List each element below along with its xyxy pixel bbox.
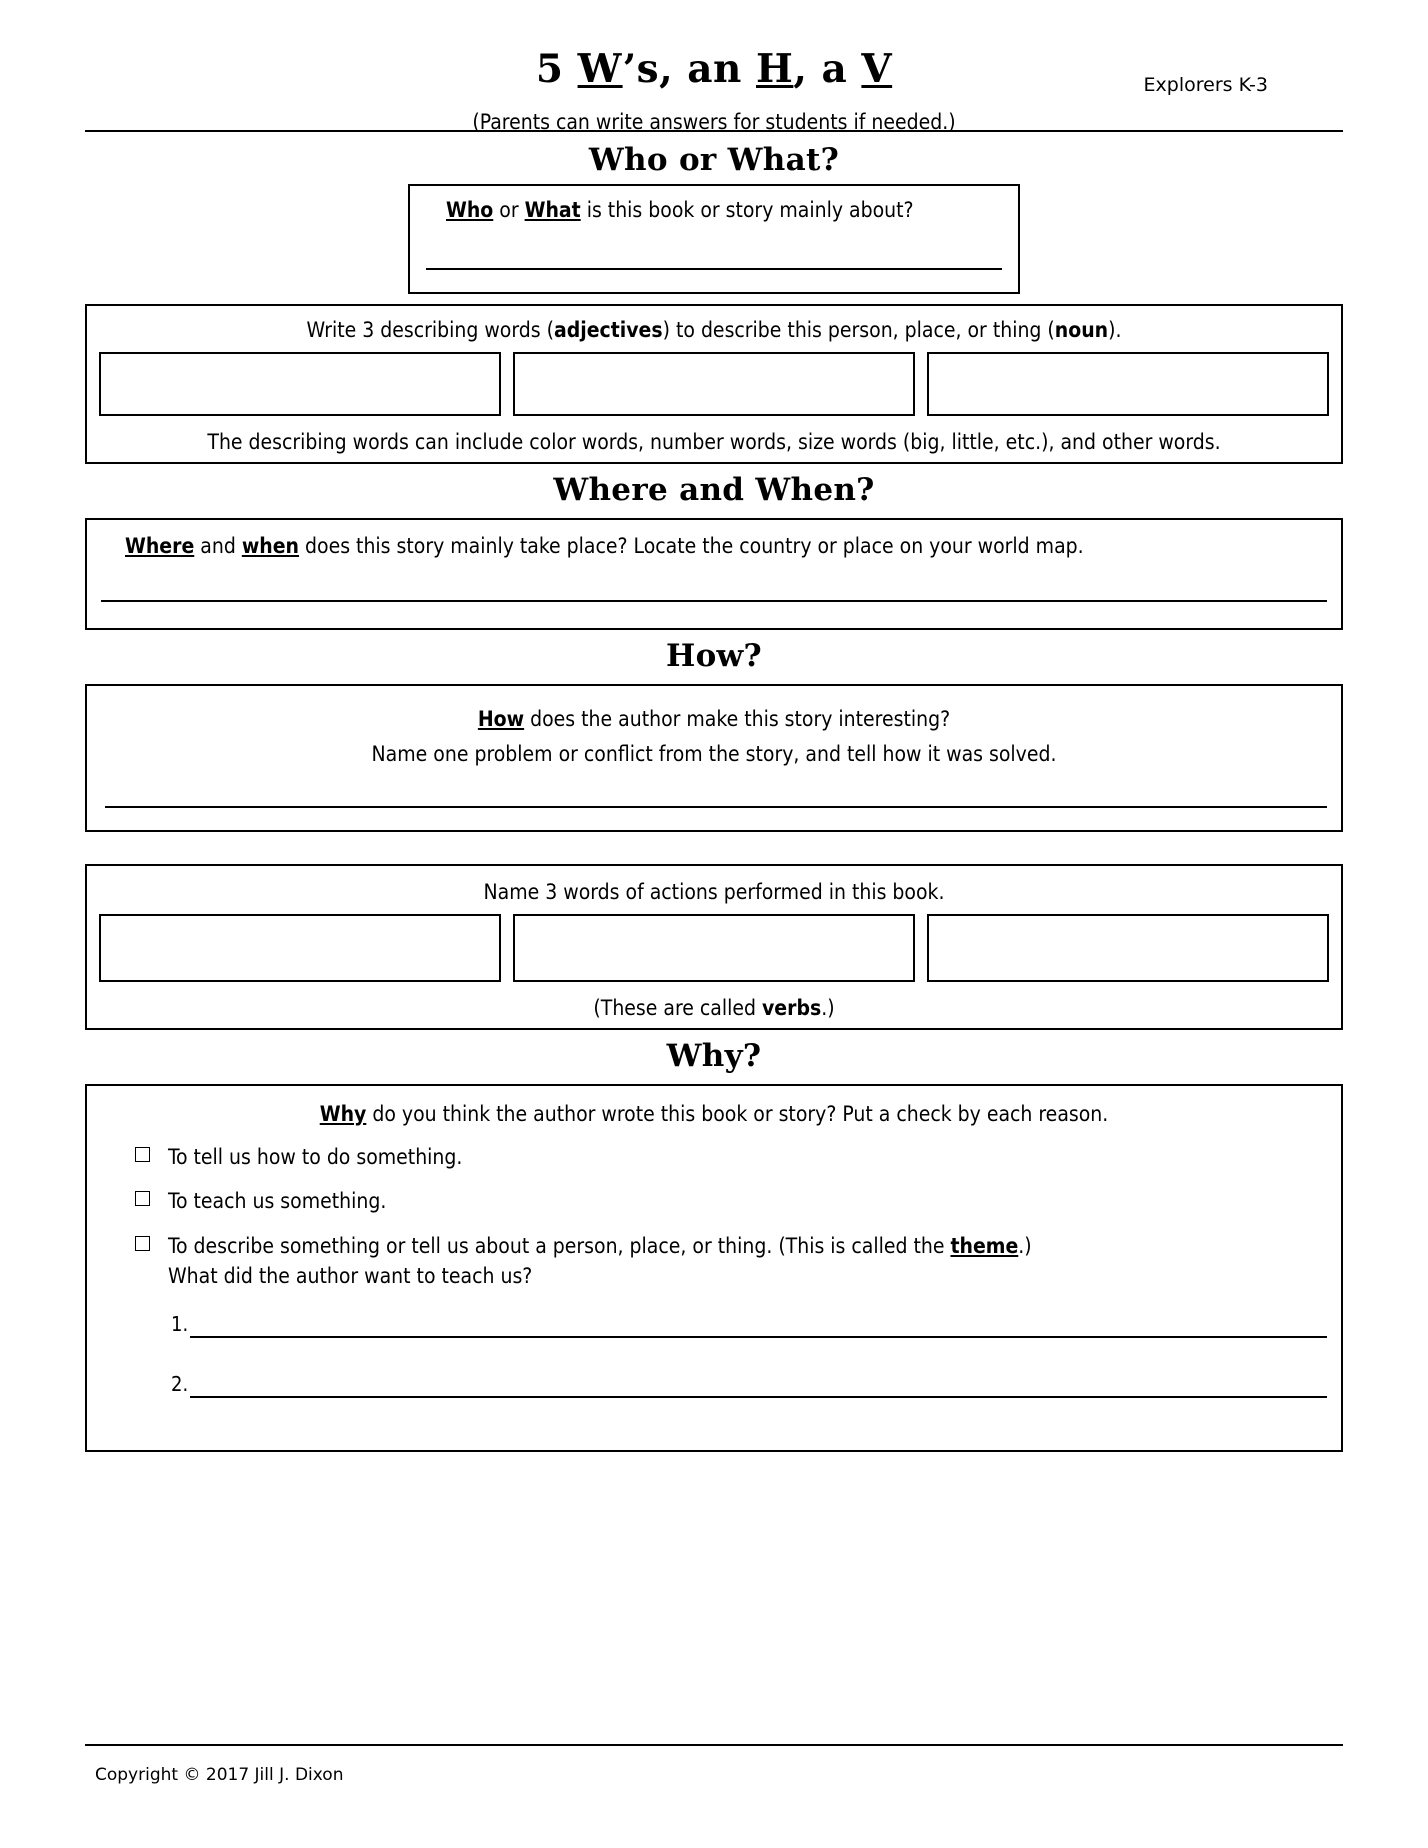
adjective-input-3[interactable] xyxy=(927,352,1329,416)
verb-input-3[interactable] xyxy=(927,914,1329,982)
verb-input-2[interactable] xyxy=(513,914,915,982)
verbs-caption: (These are called verbs.) xyxy=(593,996,835,1020)
list-item[interactable] xyxy=(135,1142,1323,1172)
checkbox-icon[interactable] xyxy=(135,1236,150,1251)
adjective-input-1[interactable] xyxy=(99,352,501,416)
who-what-box xyxy=(408,184,1020,294)
answer-row-2[interactable] xyxy=(171,1372,1327,1398)
checkbox-icon[interactable] xyxy=(135,1147,150,1162)
page-header xyxy=(85,0,1343,96)
verbs-box xyxy=(85,864,1343,1030)
answer-row-1[interactable] xyxy=(171,1312,1327,1338)
footer-divider xyxy=(85,1744,1343,1746)
why-question: Why do you think the author wrote this book or story? Put a check by each reason. xyxy=(319,1102,1109,1126)
section-heading-who-what: Who or What? xyxy=(588,142,840,178)
why-option-label-2: To teach us something. xyxy=(168,1189,387,1214)
answer-number-1: 1. xyxy=(171,1311,189,1336)
parents-note: (Parents can write answers for students if needed.) xyxy=(472,110,956,134)
adjectives-caption: The describing words can include color words, number words, size words (big, little, etc.), and other words. xyxy=(207,430,1221,454)
adjective-word-boxes xyxy=(87,352,1341,416)
list-item[interactable] xyxy=(135,1231,1323,1292)
how-box xyxy=(85,684,1343,832)
verbs-prompt: Name 3 words of actions performed in this book. xyxy=(483,880,945,904)
checkbox-icon[interactable] xyxy=(135,1191,150,1206)
answer-number-2: 2. xyxy=(171,1371,189,1396)
adjective-input-2[interactable] xyxy=(513,352,915,416)
copyright-notice: Copyright © 2017 Jill J. Dixon xyxy=(95,1765,344,1785)
how-question-line-1: How does the author make this story interesting? xyxy=(477,707,951,731)
verb-input-1[interactable] xyxy=(99,914,501,982)
adjectives-box xyxy=(85,304,1343,464)
adjectives-prompt: Write 3 describing words (adjectives) to describe this person, place, or thing (noun). xyxy=(306,318,1122,342)
section-heading-how: How? xyxy=(665,638,763,674)
why-reason-list xyxy=(87,1142,1341,1292)
why-answer-lines xyxy=(87,1312,1341,1398)
why-box xyxy=(85,1084,1343,1452)
list-item[interactable] xyxy=(135,1186,1323,1216)
why-option-label-1: To tell us how to do something. xyxy=(168,1145,463,1169)
where-when-box xyxy=(85,518,1343,630)
section-heading-why: Why? xyxy=(666,1038,762,1074)
header-grade-label: Explorers K-3 xyxy=(1143,74,1268,96)
section-heading-where-when: Where and When? xyxy=(553,472,875,508)
who-what-question: Who or What is this book or story mainly about? xyxy=(446,198,914,222)
answer-line-1[interactable] xyxy=(190,1322,1327,1338)
why-option-label-3: To describe something or tell us about a person, place, or thing. (This is called the theme.) What did the author want to teach us? xyxy=(168,1233,1032,1289)
verb-word-boxes xyxy=(87,914,1341,982)
answer-line-2[interactable] xyxy=(190,1382,1327,1398)
who-what-answer-line[interactable] xyxy=(426,268,1002,270)
where-when-question: Where and when does this story mainly take place? Locate the country or place on your world map. xyxy=(125,534,1084,558)
header-divider xyxy=(85,130,1343,132)
how-question-line-2: Name one problem or conflict from the story, and tell how it was solved. xyxy=(371,741,1057,766)
where-when-answer-line[interactable] xyxy=(101,600,1327,602)
how-answer-line[interactable] xyxy=(105,806,1327,808)
page-title: 5 W’s, an H, a V xyxy=(535,46,893,92)
